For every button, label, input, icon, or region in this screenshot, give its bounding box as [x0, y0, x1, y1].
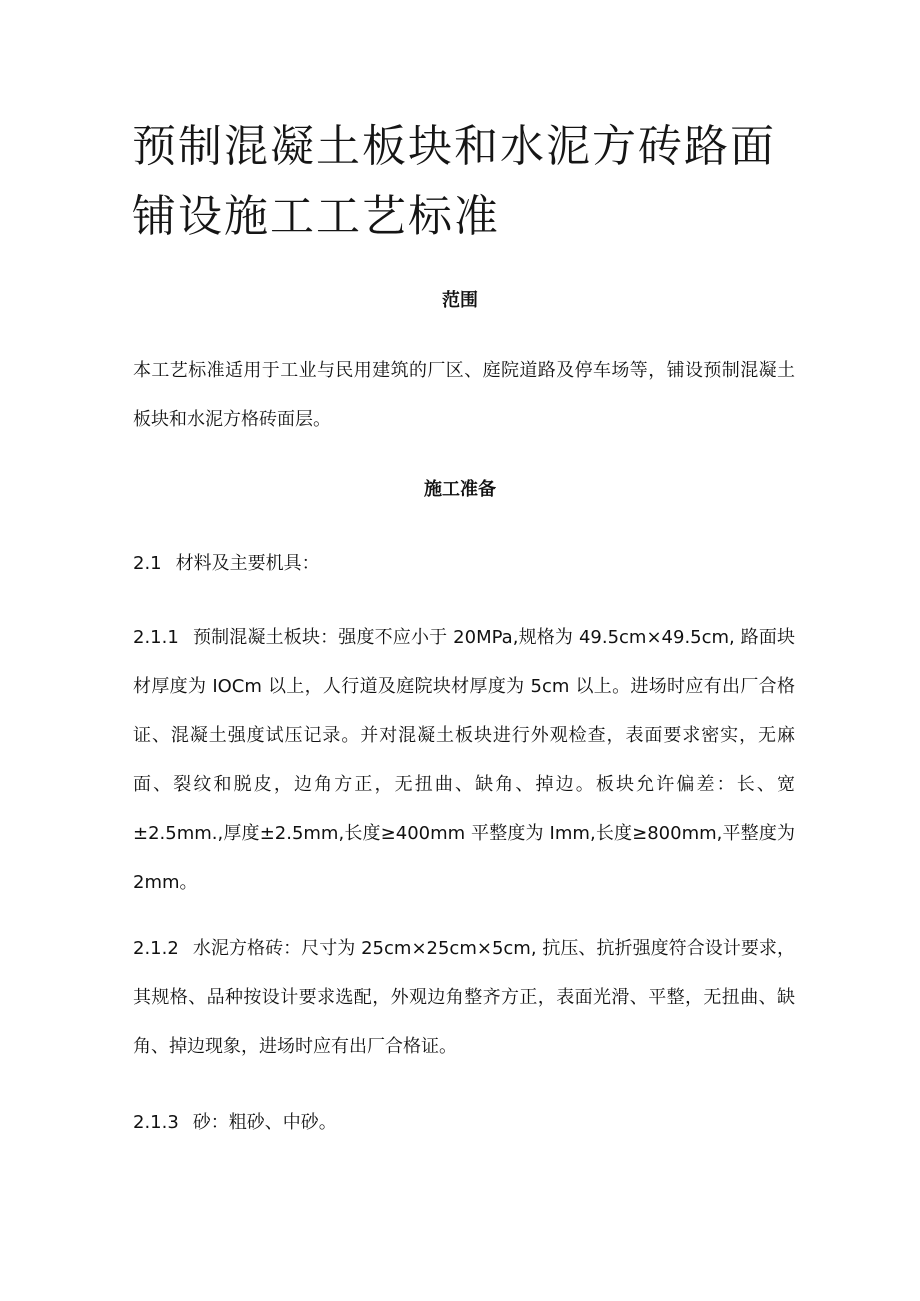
- clause-number: 2.1: [133, 553, 162, 574]
- clause-number: 2.1.1: [133, 627, 179, 648]
- clause-text: 砂：粗砂、中砂。: [192, 1112, 337, 1133]
- clause-text: 预制混凝土板块：强度不应小于 20MPa,规格为 49.5cm×49.5cm, 路面块材厚度为 IOCm 以上，人行道及庭院块材厚度为 5cm 以上。进场时应有出厂合格证、混凝土强度试压记录。并对混凝土板块进行外观检查，表面要求密实，无麻面、裂纹和脱皮，边角方正，无扭曲、缺角、掉边。板块允许偏差：长、宽±2.5mm.,厚度±2.5mm,长度≥400mm 平整度为 Imm,长度≥800mm,平整度为 2mm。: [133, 627, 795, 893]
- clause-2-1: [133, 539, 795, 588]
- paragraph-text: 本工艺标准适用于工业与民用建筑的厂区、庭院道路及停车场等，铺设预制混凝土板块和水泥方格砖面层。: [133, 360, 795, 430]
- clause-2-1-1: [133, 613, 795, 907]
- clause-text: 水泥方格砖：尺寸为 25cm×25cm×5cm, 抗压、抗折强度符合设计要求，其规格、品种按设计要求选配，外观边角整齐方正，表面光滑、平整，无扭曲、缺角、掉边现象，进场时应有出厂合格证。: [133, 938, 795, 1057]
- section-heading-scope: 范围: [442, 290, 478, 311]
- clause-number: 2.1.3: [133, 1112, 179, 1133]
- clause-2-1-3: [133, 1098, 795, 1147]
- clause-2-1-2: [133, 924, 795, 1071]
- document-title: 预制混凝土板块和水泥方砖路面铺设施工工艺标准: [132, 121, 776, 242]
- scope-paragraph: [133, 346, 795, 444]
- clause-number: 2.1.2: [133, 938, 179, 959]
- clause-text: 材料及主要机具：: [175, 553, 320, 574]
- section-heading-preparation: 施工准备: [424, 479, 496, 500]
